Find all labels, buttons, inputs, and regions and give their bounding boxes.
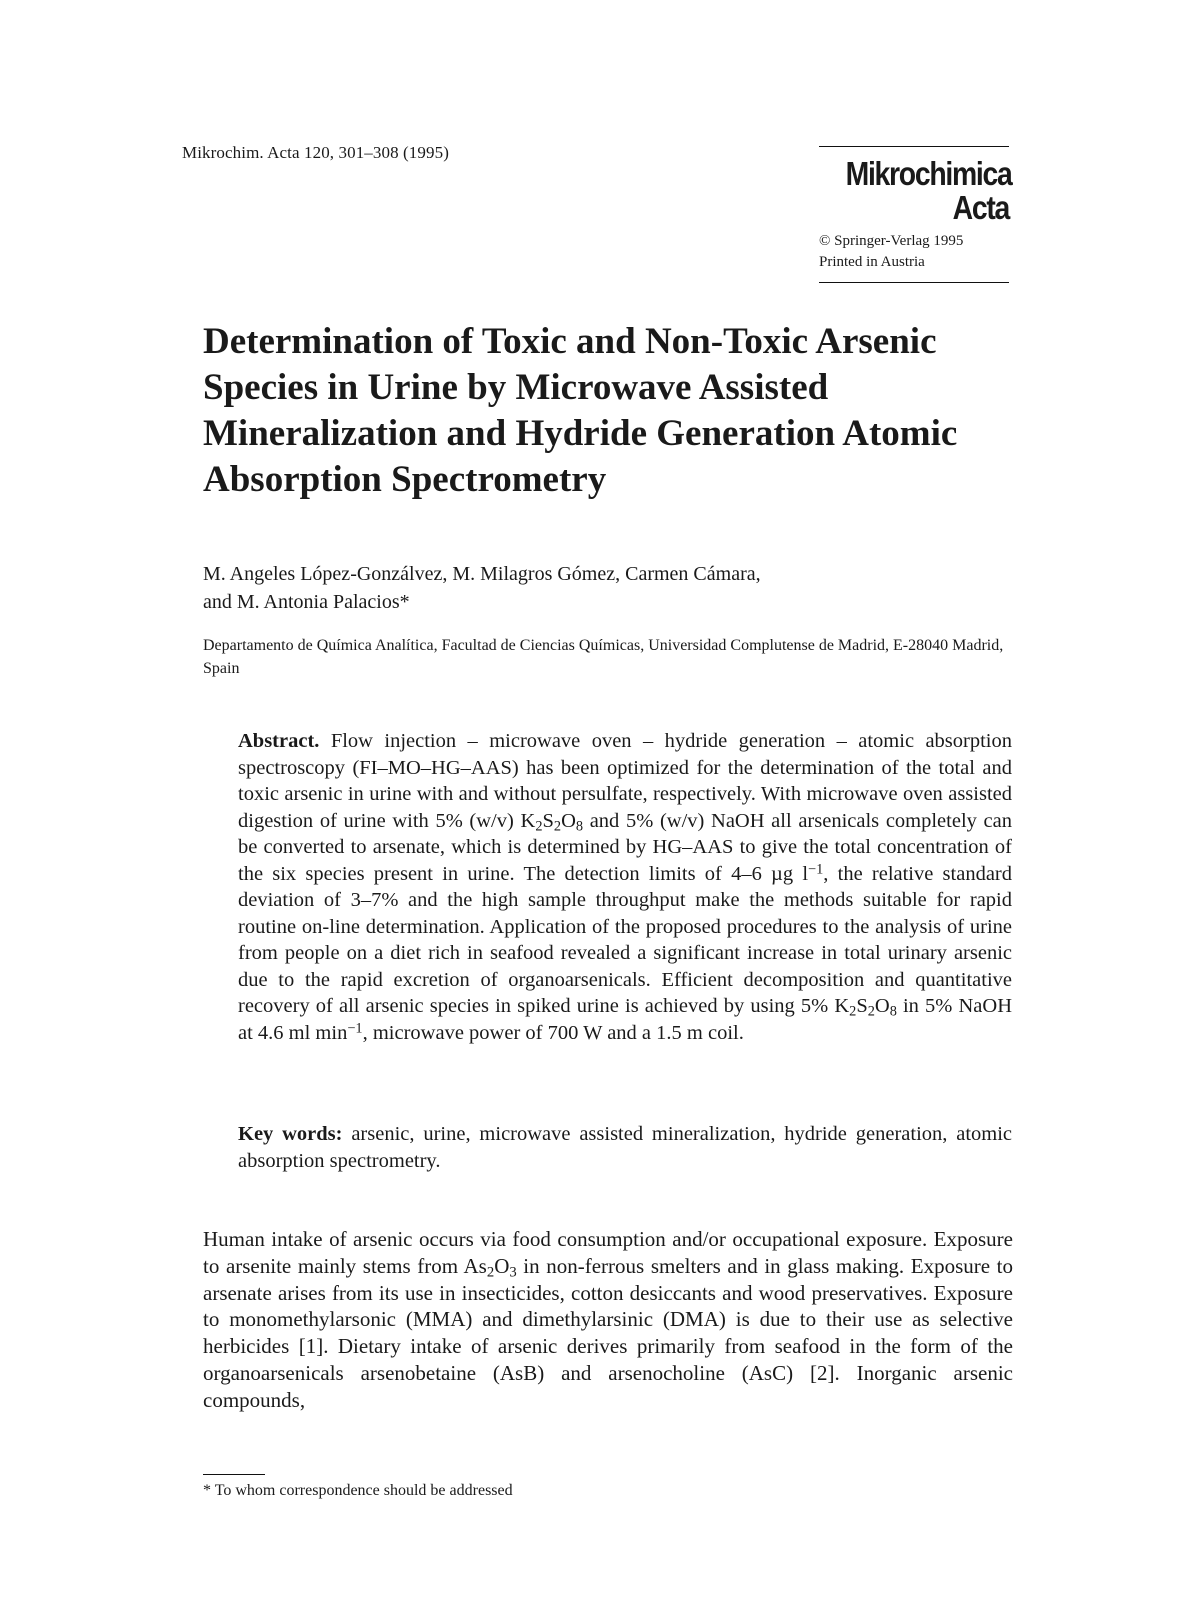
body-text: O	[494, 1253, 510, 1278]
footnote: * To whom correspondence should be addressed	[203, 1482, 513, 1499]
title-line-2: Species in Urine by Microwave Assisted	[203, 367, 829, 408]
authors-line-1: M. Angeles López-Gonzálvez, M. Milagros Gómez, Carmen Cámara,	[203, 563, 761, 585]
author-list	[203, 560, 1003, 616]
journal-masthead	[819, 146, 1012, 283]
masthead-top-rule	[819, 146, 1009, 147]
subscript: 3	[509, 1264, 517, 1281]
journal-logo	[845, 155, 1012, 226]
abstract-text: , the relative standard deviation of 3–7% and the high sample throughput make the methods suitable for rapid routine on-line determination. Application of the proposed procedures to the analysis of urine from people on a diet rich in seafood revealed a significant increase in total urinary arsenic due to the rapid excretion of organoarsenicals. Efficient decomposition and quantitative recovery of all arsenic species in spiked urine is achieved by using 5% K	[238, 862, 1013, 1017]
abstract-label: Abstract.	[238, 730, 320, 752]
body-paragraph	[203, 1226, 1013, 1414]
publisher-info	[819, 231, 1009, 273]
authors-line-2: and M. Antonia Palacios*	[203, 591, 410, 613]
subscript: 8	[889, 1003, 897, 1020]
subscript: 8	[575, 818, 584, 835]
abstract-text: and 5% (w/v) NaOH all arsenicals completely can be converted to arsenate, which is determined by HG–AAS to give the total concentration of the six species present in urine. The detection limits of 4–6 µg l	[238, 809, 1013, 885]
subscript: 2	[486, 1264, 495, 1281]
abstract-text: in 5% NaOH at 4.6 ml min	[238, 995, 1012, 1044]
keywords	[238, 1121, 1012, 1174]
copyright-line: © Springer-Verlag 1995	[819, 233, 964, 249]
logo-line-2: Acta	[952, 189, 1009, 226]
abstract-text: Flow injection – microwave oven – hydride generation – atomic absorption spectroscopy (FI–MO–HG–AAS) has been optimized for the determination of the total and toxic arsenic in urine with and without persulfate, respectively. With microwave oven assisted digestion of urine with 5% (w/v) K	[238, 730, 1012, 832]
abstract-text: S	[542, 809, 554, 832]
abstract-text: S	[856, 995, 868, 1017]
keywords-text: arsenic, urine, microwave assisted mineralization, hydride generation, atomic absorption spectrometry.	[238, 1123, 1013, 1172]
subscript: 2	[849, 1003, 857, 1020]
keywords-label: Key words:	[238, 1123, 343, 1145]
printed-line: Printed in Austria	[819, 254, 925, 270]
body-text: in non-ferrous smelters and in glass making. Exposure to arsenate arises from its use in insecticides, cotton desiccants and wood preservatives. Exposure to monomethylarsonic (MMA) and dimethylarsinic (DMA) is due to their use as selective herbicides [1]. Dietary intake of arsenic derives primarily from seafood in the form of the organoarsenicals arsenobetaine (AsB) and arsenocholine (AsC) [2]. Inorganic arsenic compounds,	[203, 1253, 1014, 1412]
title-line-1: Determination of Toxic and Non-Toxic Arsenic	[203, 321, 937, 362]
subscript: 2	[535, 818, 543, 835]
body-text: Human intake of arsenic occurs via food consumption and/or occupational exposure. Exposure to arsenite mainly stems from As	[203, 1227, 1013, 1278]
subscript: 2	[867, 1003, 875, 1020]
abstract-text: , microwave power of 700 W and a 1.5 m coil.	[362, 1021, 744, 1044]
paper-title	[203, 319, 1003, 503]
journal-citation: Mikrochim. Acta 120, 301–308 (1995)	[182, 143, 449, 162]
subscript: 2	[553, 818, 562, 835]
title-line-4: Absorption Spectrometry	[203, 459, 607, 500]
abstract	[238, 728, 1012, 1046]
abstract-text: O	[874, 995, 890, 1017]
superscript: −1	[347, 1020, 363, 1037]
affiliation: Departamento de Química Analítica, Facultad de Ciencias Químicas, Universidad Complutense de Madrid, E-28040 Madrid, Spain	[203, 637, 1004, 677]
logo-line-1: Mikrochimica	[845, 155, 1012, 192]
superscript: −1	[808, 861, 824, 878]
abstract-text: O	[561, 809, 576, 832]
masthead-bottom-rule	[819, 282, 1009, 283]
footnote-rule	[203, 1474, 265, 1475]
title-line-3: Mineralization and Hydride Generation Atomic	[203, 413, 958, 454]
